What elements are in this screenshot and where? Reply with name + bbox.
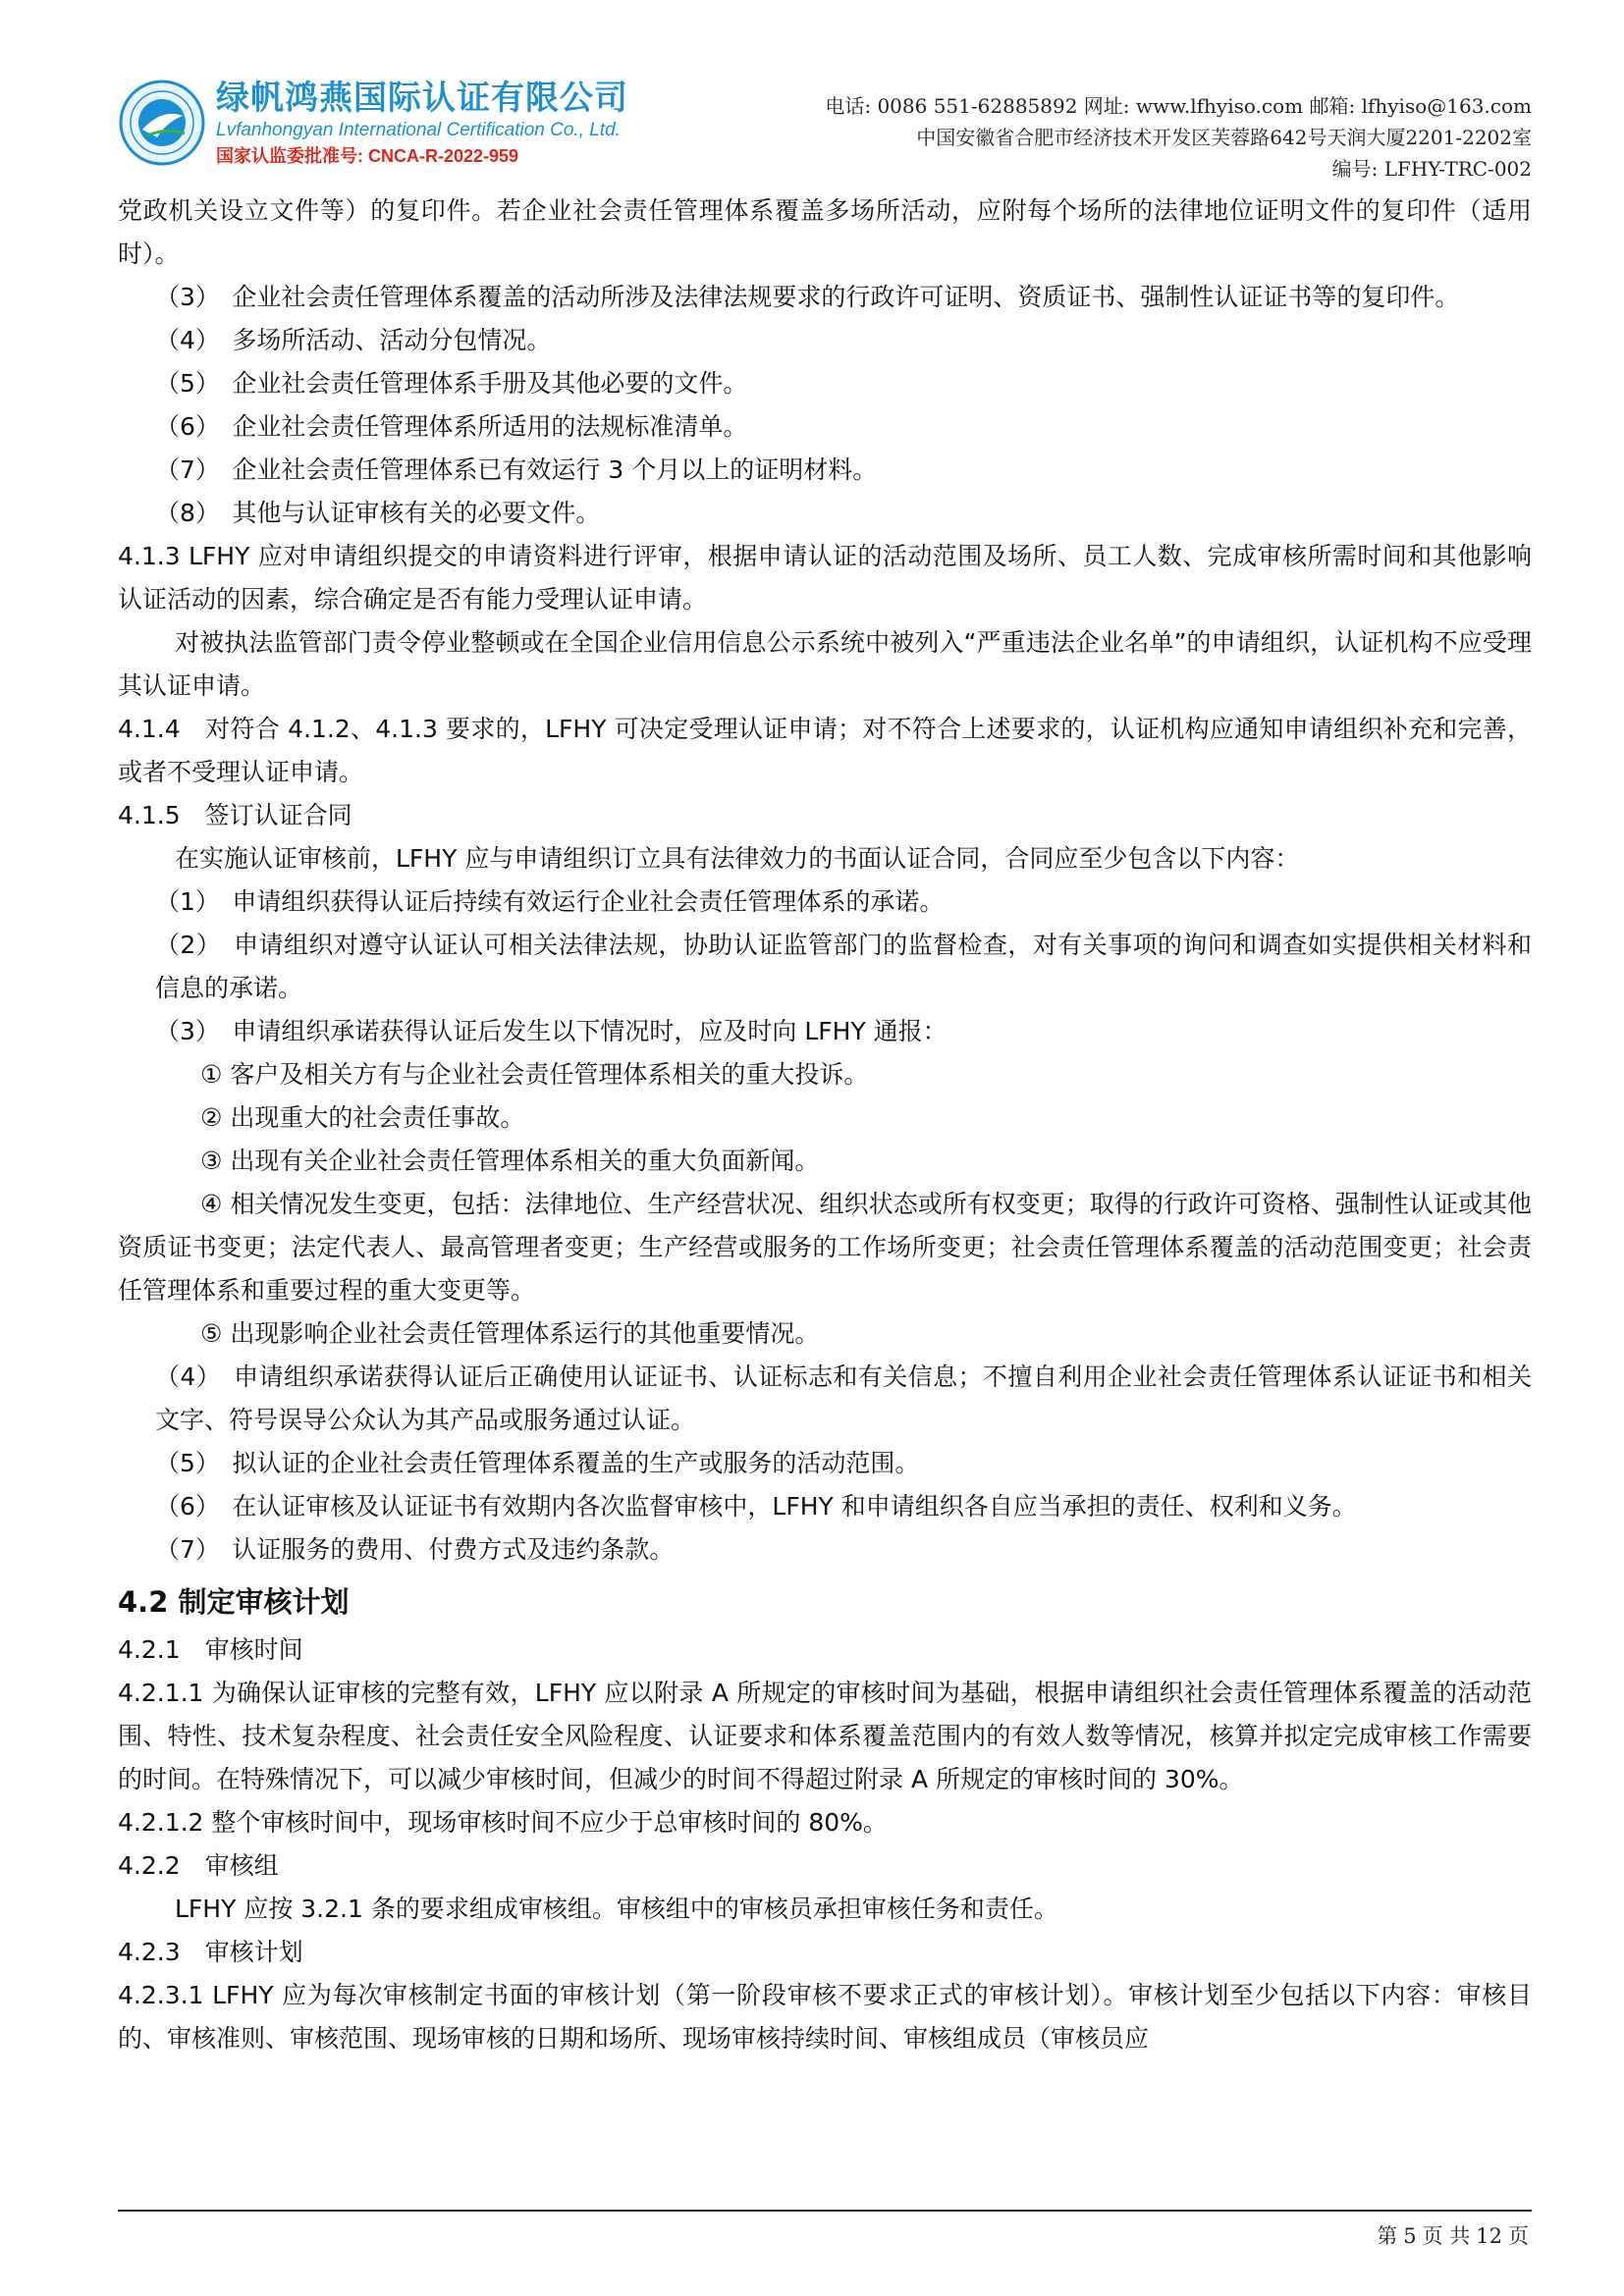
page-total: 12 [1476, 2224, 1502, 2248]
page-mid: 页 共 [1422, 2224, 1471, 2248]
sub-list-item: ③ 出现有关企业社会责任管理体系相关的重大负面新闻。 [200, 1147, 820, 1175]
document-code: 编号: LFHY-TRC-002 [1331, 157, 1532, 181]
list-item: （2） 申请组织对遵守认证认可相关法律法规，协助认证监管部门的监督检查，对有关事项的询问和调查如实提供相关材料和信息的承诺。 [155, 931, 1532, 1002]
page-suffix: 页 [1508, 2224, 1529, 2248]
clause-4-2-1: 4.2.1 审核时间 [118, 1635, 303, 1664]
document-body [118, 189, 1532, 2060]
page-prefix: 第 [1377, 2224, 1398, 2248]
list-item: （7） 企业社会责任管理体系已有效运行 3 个月以上的证明材料。 [155, 455, 878, 484]
approval-number: 国家认监委批准号: CNCA-R-2022-959 [216, 146, 519, 166]
company-block [216, 79, 628, 169]
sub-list-item: ⑤ 出现影响企业社会责任管理体系运行的其他重要情况。 [200, 1319, 820, 1348]
clause-4-2-1-1: 4.2.1.1 为确保认证审核的完整有效，LFHY 应以附录 A 所规定的审核时间为基础，根据申请组织社会责任管理体系覆盖的活动范围、特性、技术复杂程度、社会责任安全风险程度、认证要求和体系覆盖范围内的有效人数等情况，核算并拟定完成审核工作需要的时间。在特殊情况下，可以减少审核时间，但减少的时间不得超过附录 A 所规定的审核时间的 30%。 [118, 1679, 1532, 1793]
sub-list-item: ② 出现重大的社会责任事故。 [200, 1103, 525, 1132]
paragraph: 党政机关设立文件等）的复印件。若企业社会责任管理体系覆盖多场所活动，应附每个场所的法律地位证明文件的复印件（适用时）。 [118, 196, 1532, 268]
list-item: （4） 申请组织承诺获得认证后正确使用认证证书、认证标志和有关信息；不擅自利用企业社会责任管理体系认证证书和相关文字、符号误导公众认为其产品或服务通过认证。 [155, 1362, 1532, 1434]
paragraph: 对被执法监管部门责令停业整顿或在全国企业信用信息公示系统中被列入“严重违法企业名单”的申请组织，认证机构不应受理其认证申请。 [118, 628, 1532, 700]
list-item: （6） 在认证审核及认证证书有效期内各次监督审核中，LFHY 和申请组织各自应当承担的责任、权利和义务。 [155, 1492, 1357, 1521]
clause-4-2-3-1: 4.2.3.1 LFHY 应为每次审核制定书面的审核计划（第一阶段审核不要求正式的审核计划）。审核计划至少包括以下内容：审核目的、审核准则、审核范围、现场审核的日期和场所、现场审核持续时间、审核组成员（审核员应 [118, 1981, 1532, 2053]
contact-phone-web-email: 电话: 0086 551-62885892 网址: www.lfhyiso.com 邮箱: lfhyiso@163.com [825, 94, 1532, 118]
clause-4-1-5: 4.1.5 签订认证合同 [118, 801, 352, 829]
list-item: （5） 拟认证的企业社会责任管理体系覆盖的生产或服务的活动范围。 [155, 1449, 920, 1477]
contact-address: 中国安徽省合肥市经济技术开发区芙蓉路642号天润大厦2201-2202室 [916, 126, 1532, 149]
list-item: （1） 申请组织获得认证后持续有效运行企业社会责任管理体系的承诺。 [155, 887, 945, 916]
page-current: 5 [1403, 2224, 1417, 2248]
company-name-cn: 绿帆鸿燕国际认证有限公司 [216, 80, 628, 117]
list-item: （5） 企业社会责任管理体系手册及其他必要的文件。 [155, 369, 748, 398]
list-item: （6） 企业社会责任管理体系所适用的法规标准清单。 [155, 412, 748, 441]
clause-4-1-3: 4.1.3 LFHY 应对申请组织提交的申请资料进行评审，根据申请认证的活动范围及场所、员工人数、完成审核所需时间和其他影响认证活动的因素，综合确定是否有能力受理认证申请。 [118, 542, 1532, 614]
clause-4-1-4: 4.1.4 对符合 4.1.2、4.1.3 要求的，LFHY 可决定受理认证申请；对不符合上述要求的，认证机构应通知申请组织补充和完善，或者不受理认证申请。 [118, 715, 1532, 786]
list-item: （7） 认证服务的费用、付费方式及违约条款。 [155, 1535, 675, 1564]
contact-block [825, 90, 1532, 185]
paragraph: 在实施认证审核前，LFHY 应与申请组织订立具有法律效力的书面认证合同，合同应至少包含以下内容： [175, 844, 1300, 873]
section-heading-4-2: 4.2 制定审核计划 [118, 1585, 350, 1619]
sub-list-item: ① 客户及相关方有与企业社会责任管理体系相关的重大投诉。 [200, 1060, 869, 1089]
company-name-en: Lvfanhongyan International Certification Co., Ltd. [216, 120, 621, 140]
page-header [118, 69, 1532, 187]
sub-list-item: ④ 相关情况发生变更，包括：法律地位、生产经营状况、组织状态或所有权变更；取得的行政许可资格、强制性认证或其他资质证书变更；法定代表人、最高管理者变更；生产经营或服务的工作场所变更；社会责任管理体系覆盖的活动范围变更；社会责任管理体系和重要过程的重大变更等。 [118, 1190, 1532, 1305]
list-item: （3） 企业社会责任管理体系覆盖的活动所涉及法律法规要求的行政许可证明、资质证书、强制性认证证书等的复印件。 [155, 283, 1460, 311]
paragraph: LFHY 应按 3.2.1 条的要求组成审核组。审核组中的审核员承担审核任务和责任。 [175, 1895, 1058, 1923]
page-number [1374, 2220, 1532, 2250]
footer-divider [118, 2210, 1532, 2212]
clause-4-2-1-2: 4.2.1.2 整个审核时间中，现场审核时间不应少于总审核时间的 80%。 [118, 1808, 888, 1837]
clause-4-2-2: 4.2.2 审核组 [118, 1851, 279, 1880]
list-item: （4） 多场所活动、活动分包情况。 [155, 326, 552, 354]
list-item: （3） 申请组织承诺获得认证后发生以下情况时，应及时向 LFHY 通报： [155, 1017, 947, 1045]
list-item: （8） 其他与认证审核有关的必要文件。 [155, 499, 601, 527]
company-logo-icon [118, 79, 206, 167]
clause-4-2-3: 4.2.3 审核计划 [118, 1938, 303, 1966]
